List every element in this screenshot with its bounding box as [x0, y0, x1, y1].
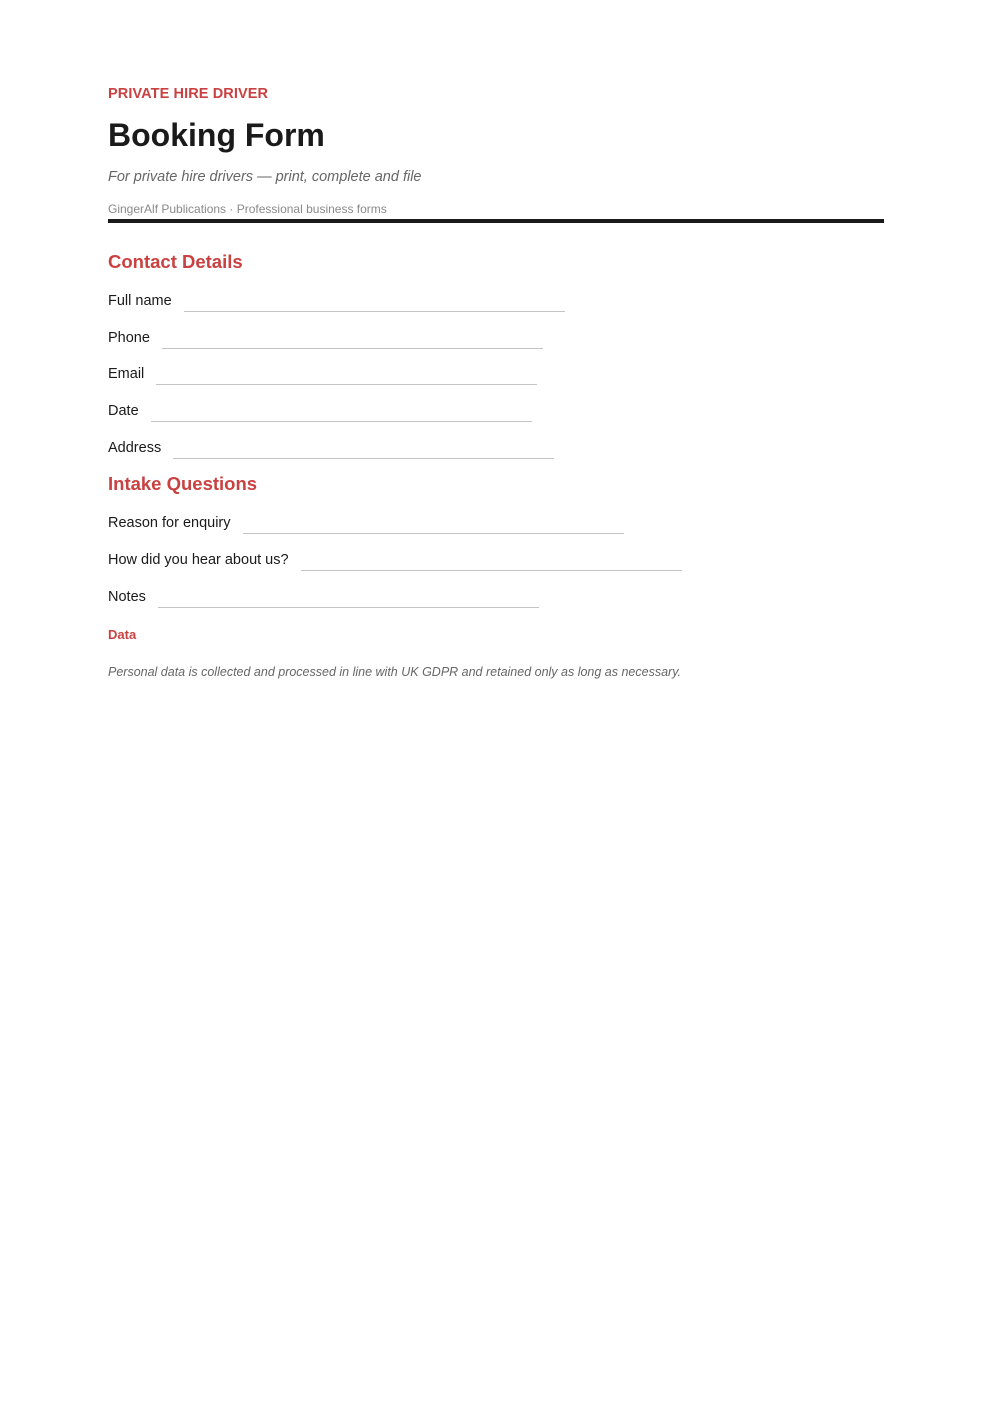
email-input-line[interactable] — [156, 384, 537, 385]
field-label: Date — [108, 403, 139, 419]
form-category: PRIVATE HIRE DRIVER — [108, 86, 269, 102]
data-notice-text: Personal data is collected and processed in line with UK GDPR and retained only as long as necessary. — [108, 665, 681, 679]
referral-input-line[interactable] — [301, 570, 682, 571]
date-input-line[interactable] — [151, 421, 532, 422]
field-phone — [108, 327, 543, 347]
section-heading-contact-details: Contact Details — [108, 251, 243, 272]
reason-input-line[interactable] — [243, 533, 624, 534]
section-heading-intake-questions: Intake Questions — [108, 473, 258, 494]
field-full-name — [108, 290, 565, 310]
field-label: Phone — [108, 330, 150, 346]
field-address — [108, 437, 554, 457]
notes-input-line[interactable] — [158, 607, 539, 608]
field-date — [108, 400, 532, 420]
field-how-did-you-hear — [108, 549, 682, 569]
publisher-line: GingerAlf Publications · Professional business forms — [108, 202, 387, 216]
address-input-line[interactable] — [173, 458, 554, 459]
data-notice-heading: Data — [108, 627, 137, 642]
page-subtitle: For private hire drivers — print, complete and file — [108, 169, 422, 185]
page-title: Booking Form — [108, 117, 325, 153]
field-label: How did you hear about us? — [108, 552, 289, 568]
field-reason-for-enquiry — [108, 512, 624, 532]
field-label: Email — [108, 366, 145, 382]
full-name-input-line[interactable] — [184, 311, 565, 312]
header-divider — [108, 219, 884, 223]
field-label: Notes — [108, 589, 146, 605]
field-label: Reason for enquiry — [108, 515, 231, 531]
field-label: Full name — [108, 293, 172, 309]
phone-input-line[interactable] — [162, 348, 543, 349]
field-label: Address — [108, 440, 162, 456]
field-email — [108, 363, 537, 383]
field-notes — [108, 586, 539, 606]
